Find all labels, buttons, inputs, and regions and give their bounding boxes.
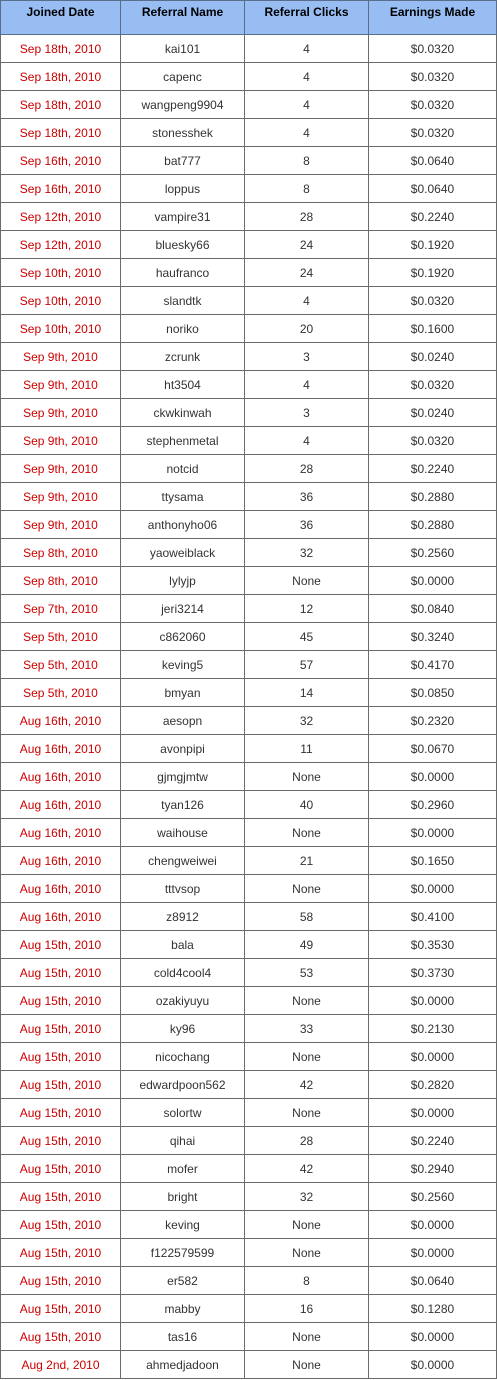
referral-name-cell: chengweiwei <box>121 847 245 875</box>
joined-date-cell: Aug 15th, 2010 <box>1 1099 121 1127</box>
referral-name-cell: ky96 <box>121 1015 245 1043</box>
joined-date-cell: Aug 15th, 2010 <box>1 1323 121 1351</box>
joined-date-cell: Sep 18th, 2010 <box>1 63 121 91</box>
table-row <box>1 399 497 427</box>
joined-date-cell: Aug 15th, 2010 <box>1 1239 121 1267</box>
earnings-cell: $0.3240 <box>369 623 497 651</box>
joined-date-cell: Sep 10th, 2010 <box>1 259 121 287</box>
joined-date-cell: Aug 15th, 2010 <box>1 1071 121 1099</box>
referral-clicks-cell: None <box>245 1239 369 1267</box>
table-row <box>1 483 497 511</box>
referral-name-cell: loppus <box>121 175 245 203</box>
earnings-cell: $0.2560 <box>369 539 497 567</box>
table-row <box>1 791 497 819</box>
joined-date-cell: Sep 12th, 2010 <box>1 203 121 231</box>
joined-date-cell: Aug 16th, 2010 <box>1 847 121 875</box>
joined-date-cell: Sep 12th, 2010 <box>1 231 121 259</box>
table-row <box>1 511 497 539</box>
referral-clicks-cell: 4 <box>245 63 369 91</box>
earnings-cell: $0.2320 <box>369 707 497 735</box>
joined-date-cell: Sep 9th, 2010 <box>1 455 121 483</box>
referral-clicks-cell: 57 <box>245 651 369 679</box>
referral-clicks-cell: 36 <box>245 511 369 539</box>
referral-clicks-cell: 12 <box>245 595 369 623</box>
joined-date-cell: Aug 15th, 2010 <box>1 1127 121 1155</box>
table-row <box>1 1015 497 1043</box>
referral-clicks-cell: 28 <box>245 455 369 483</box>
earnings-cell: $0.0000 <box>369 1043 497 1071</box>
referral-clicks-cell: 21 <box>245 847 369 875</box>
earnings-cell: $0.0850 <box>369 679 497 707</box>
referral-name-cell: ckwkinwah <box>121 399 245 427</box>
joined-date-cell: Aug 15th, 2010 <box>1 1155 121 1183</box>
earnings-cell: $0.2240 <box>369 1127 497 1155</box>
referral-name-cell: edwardpoon562 <box>121 1071 245 1099</box>
earnings-cell: $0.0240 <box>369 343 497 371</box>
earnings-cell: $0.4100 <box>369 903 497 931</box>
earnings-cell: $0.0320 <box>369 119 497 147</box>
referral-clicks-cell: 4 <box>245 35 369 63</box>
referral-clicks-cell: 4 <box>245 91 369 119</box>
joined-date-cell: Aug 16th, 2010 <box>1 735 121 763</box>
referral-name-cell: vampire31 <box>121 203 245 231</box>
earnings-cell: $0.0840 <box>369 595 497 623</box>
earnings-cell: $0.1280 <box>369 1295 497 1323</box>
referral-clicks-cell: 11 <box>245 735 369 763</box>
earnings-cell: $0.0000 <box>369 763 497 791</box>
referral-name-cell: bat777 <box>121 147 245 175</box>
referral-name-cell: capenc <box>121 63 245 91</box>
joined-date-cell: Sep 18th, 2010 <box>1 119 121 147</box>
joined-date-cell: Aug 16th, 2010 <box>1 791 121 819</box>
earnings-cell: $0.0640 <box>369 147 497 175</box>
table-row <box>1 1127 497 1155</box>
table-row <box>1 679 497 707</box>
earnings-cell: $0.0320 <box>369 63 497 91</box>
referral-clicks-cell: 28 <box>245 203 369 231</box>
referral-clicks-cell: 24 <box>245 259 369 287</box>
table-row <box>1 1099 497 1127</box>
joined-date-cell: Sep 9th, 2010 <box>1 511 121 539</box>
referral-name-cell: ozakiyuyu <box>121 987 245 1015</box>
earnings-cell: $0.0320 <box>369 371 497 399</box>
referral-name-cell: gjmgjmtw <box>121 763 245 791</box>
table-row <box>1 763 497 791</box>
referral-clicks-cell: 33 <box>245 1015 369 1043</box>
referral-clicks-cell: 32 <box>245 1183 369 1211</box>
earnings-cell: $0.1920 <box>369 231 497 259</box>
referral-clicks-cell: 8 <box>245 175 369 203</box>
referral-name-cell: er582 <box>121 1267 245 1295</box>
joined-date-cell: Sep 18th, 2010 <box>1 91 121 119</box>
referral-clicks-cell: 3 <box>245 399 369 427</box>
referral-clicks-cell: None <box>245 1323 369 1351</box>
earnings-cell: $0.1650 <box>369 847 497 875</box>
joined-date-cell: Aug 16th, 2010 <box>1 875 121 903</box>
referral-name-cell: wangpeng9904 <box>121 91 245 119</box>
referral-name-cell: cold4cool4 <box>121 959 245 987</box>
referral-clicks-cell: 36 <box>245 483 369 511</box>
table-row <box>1 1267 497 1295</box>
referral-clicks-cell: 40 <box>245 791 369 819</box>
table-row <box>1 847 497 875</box>
joined-date-cell: Sep 8th, 2010 <box>1 567 121 595</box>
referral-name-cell: slandtk <box>121 287 245 315</box>
earnings-cell: $0.2560 <box>369 1183 497 1211</box>
earnings-cell: $0.0000 <box>369 1239 497 1267</box>
joined-date-cell: Aug 15th, 2010 <box>1 1043 121 1071</box>
header-joined-date: Joined Date <box>1 1 121 35</box>
referral-clicks-cell: 14 <box>245 679 369 707</box>
referral-name-cell: keving <box>121 1211 245 1239</box>
joined-date-cell: Aug 16th, 2010 <box>1 819 121 847</box>
table-row <box>1 427 497 455</box>
table-row <box>1 1071 497 1099</box>
referral-clicks-cell: 32 <box>245 539 369 567</box>
referral-name-cell: solortw <box>121 1099 245 1127</box>
table-row <box>1 987 497 1015</box>
header-row <box>1 1 497 35</box>
earnings-cell: $0.1600 <box>369 315 497 343</box>
joined-date-cell: Sep 8th, 2010 <box>1 539 121 567</box>
referral-clicks-cell: None <box>245 763 369 791</box>
referral-name-cell: noriko <box>121 315 245 343</box>
referral-name-cell: yaoweiblack <box>121 539 245 567</box>
referral-clicks-cell: 42 <box>245 1155 369 1183</box>
table-row <box>1 1155 497 1183</box>
referral-clicks-cell: None <box>245 819 369 847</box>
joined-date-cell: Sep 5th, 2010 <box>1 651 121 679</box>
referral-clicks-cell: 28 <box>245 1127 369 1155</box>
referral-clicks-cell: None <box>245 1043 369 1071</box>
earnings-cell: $0.0240 <box>369 399 497 427</box>
table-row <box>1 63 497 91</box>
header-referral-name: Referral Name <box>121 1 245 35</box>
referral-name-cell: waihouse <box>121 819 245 847</box>
table-row <box>1 315 497 343</box>
referral-name-cell: tttvsop <box>121 875 245 903</box>
referral-name-cell: avonpipi <box>121 735 245 763</box>
table-row <box>1 903 497 931</box>
earnings-cell: $0.0320 <box>369 427 497 455</box>
table-row <box>1 371 497 399</box>
referral-clicks-cell: 58 <box>245 903 369 931</box>
earnings-cell: $0.2940 <box>369 1155 497 1183</box>
table-row <box>1 91 497 119</box>
table-row <box>1 455 497 483</box>
referral-name-cell: tas16 <box>121 1323 245 1351</box>
referral-name-cell: mabby <box>121 1295 245 1323</box>
referral-name-cell: tyan126 <box>121 791 245 819</box>
table-row <box>1 1239 497 1267</box>
table-row <box>1 35 497 63</box>
referral-name-cell: mofer <box>121 1155 245 1183</box>
referral-clicks-cell: 4 <box>245 371 369 399</box>
joined-date-cell: Sep 9th, 2010 <box>1 343 121 371</box>
table-row <box>1 539 497 567</box>
referral-name-cell: aesopn <box>121 707 245 735</box>
referral-name-cell: c862060 <box>121 623 245 651</box>
table-row <box>1 735 497 763</box>
joined-date-cell: Sep 5th, 2010 <box>1 623 121 651</box>
earnings-cell: $0.2880 <box>369 483 497 511</box>
referral-name-cell: stonesshek <box>121 119 245 147</box>
table-row <box>1 875 497 903</box>
referral-clicks-cell: 24 <box>245 231 369 259</box>
table-row <box>1 567 497 595</box>
table-row <box>1 119 497 147</box>
referral-name-cell: bluesky66 <box>121 231 245 259</box>
joined-date-cell: Sep 16th, 2010 <box>1 175 121 203</box>
earnings-cell: $0.0320 <box>369 287 497 315</box>
joined-date-cell: Aug 15th, 2010 <box>1 1015 121 1043</box>
earnings-cell: $0.3530 <box>369 931 497 959</box>
referral-name-cell: nicochang <box>121 1043 245 1071</box>
earnings-cell: $0.2960 <box>369 791 497 819</box>
referral-clicks-cell: 42 <box>245 1071 369 1099</box>
earnings-cell: $0.0320 <box>369 35 497 63</box>
referral-clicks-cell: 16 <box>245 1295 369 1323</box>
referral-name-cell: qihai <box>121 1127 245 1155</box>
joined-date-cell: Aug 15th, 2010 <box>1 959 121 987</box>
joined-date-cell: Sep 9th, 2010 <box>1 483 121 511</box>
joined-date-cell: Aug 15th, 2010 <box>1 1295 121 1323</box>
joined-date-cell: Sep 16th, 2010 <box>1 147 121 175</box>
earnings-cell: $0.0000 <box>369 1323 497 1351</box>
header-referral-clicks: Referral Clicks <box>245 1 369 35</box>
referral-clicks-cell: None <box>245 987 369 1015</box>
referral-name-cell: bmyan <box>121 679 245 707</box>
earnings-cell: $0.0640 <box>369 1267 497 1295</box>
earnings-cell: $0.0320 <box>369 91 497 119</box>
earnings-cell: $0.0000 <box>369 1351 497 1379</box>
earnings-cell: $0.2880 <box>369 511 497 539</box>
referral-clicks-cell: 53 <box>245 959 369 987</box>
referral-clicks-cell: 4 <box>245 287 369 315</box>
table-body <box>1 35 497 1379</box>
referral-clicks-cell: 49 <box>245 931 369 959</box>
table-row <box>1 931 497 959</box>
earnings-cell: $0.1920 <box>369 259 497 287</box>
referral-clicks-cell: 45 <box>245 623 369 651</box>
joined-date-cell: Sep 10th, 2010 <box>1 315 121 343</box>
table-row <box>1 623 497 651</box>
earnings-cell: $0.2240 <box>369 203 497 231</box>
referral-name-cell: bala <box>121 931 245 959</box>
joined-date-cell: Aug 16th, 2010 <box>1 763 121 791</box>
joined-date-cell: Sep 9th, 2010 <box>1 427 121 455</box>
earnings-cell: $0.4170 <box>369 651 497 679</box>
table-row <box>1 1295 497 1323</box>
referral-clicks-cell: 32 <box>245 707 369 735</box>
earnings-cell: $0.2130 <box>369 1015 497 1043</box>
table-row <box>1 595 497 623</box>
referral-name-cell: lylyjp <box>121 567 245 595</box>
referral-clicks-cell: 8 <box>245 147 369 175</box>
table-row <box>1 1323 497 1351</box>
table-row <box>1 231 497 259</box>
earnings-cell: $0.0000 <box>369 567 497 595</box>
joined-date-cell: Aug 15th, 2010 <box>1 931 121 959</box>
referral-name-cell: ttysama <box>121 483 245 511</box>
table-row <box>1 651 497 679</box>
joined-date-cell: Aug 15th, 2010 <box>1 1267 121 1295</box>
table-row <box>1 259 497 287</box>
referral-clicks-cell: None <box>245 1351 369 1379</box>
referral-name-cell: f122579599 <box>121 1239 245 1267</box>
earnings-cell: $0.0000 <box>369 987 497 1015</box>
referral-clicks-cell: 4 <box>245 119 369 147</box>
referral-name-cell: ahmedjadoon <box>121 1351 245 1379</box>
referral-clicks-cell: 4 <box>245 427 369 455</box>
joined-date-cell: Sep 5th, 2010 <box>1 679 121 707</box>
joined-date-cell: Sep 10th, 2010 <box>1 287 121 315</box>
referral-clicks-cell: None <box>245 1211 369 1239</box>
referral-name-cell: haufranco <box>121 259 245 287</box>
table-row <box>1 1043 497 1071</box>
table-row <box>1 287 497 315</box>
earnings-cell: $0.2240 <box>369 455 497 483</box>
joined-date-cell: Sep 7th, 2010 <box>1 595 121 623</box>
table-row <box>1 1211 497 1239</box>
referral-clicks-cell: 20 <box>245 315 369 343</box>
joined-date-cell: Sep 9th, 2010 <box>1 399 121 427</box>
earnings-cell: $0.0000 <box>369 1211 497 1239</box>
earnings-cell: $0.3730 <box>369 959 497 987</box>
table-row <box>1 1183 497 1211</box>
joined-date-cell: Sep 18th, 2010 <box>1 35 121 63</box>
earnings-cell: $0.0670 <box>369 735 497 763</box>
referral-name-cell: anthonyho06 <box>121 511 245 539</box>
referral-name-cell: ht3504 <box>121 371 245 399</box>
joined-date-cell: Aug 15th, 2010 <box>1 1211 121 1239</box>
referral-clicks-cell: None <box>245 1099 369 1127</box>
referral-clicks-cell: 3 <box>245 343 369 371</box>
table-row <box>1 203 497 231</box>
joined-date-cell: Aug 16th, 2010 <box>1 707 121 735</box>
table-row <box>1 175 497 203</box>
earnings-cell: $0.0000 <box>369 819 497 847</box>
earnings-cell: $0.0000 <box>369 1099 497 1127</box>
joined-date-cell: Sep 9th, 2010 <box>1 371 121 399</box>
table-row <box>1 819 497 847</box>
referral-clicks-cell: 8 <box>245 1267 369 1295</box>
joined-date-cell: Aug 2nd, 2010 <box>1 1351 121 1379</box>
earnings-cell: $0.0000 <box>369 875 497 903</box>
joined-date-cell: Aug 15th, 2010 <box>1 987 121 1015</box>
table-header <box>1 1 497 35</box>
referral-name-cell: stephenmetal <box>121 427 245 455</box>
header-earnings-made: Earnings Made <box>369 1 497 35</box>
table-row <box>1 959 497 987</box>
referral-name-cell: kai101 <box>121 35 245 63</box>
earnings-cell: $0.0640 <box>369 175 497 203</box>
referral-name-cell: notcid <box>121 455 245 483</box>
table-row <box>1 147 497 175</box>
referral-name-cell: z8912 <box>121 903 245 931</box>
referral-clicks-cell: None <box>245 567 369 595</box>
referral-name-cell: zcrunk <box>121 343 245 371</box>
referral-name-cell: jeri3214 <box>121 595 245 623</box>
referral-clicks-cell: None <box>245 875 369 903</box>
joined-date-cell: Aug 16th, 2010 <box>1 903 121 931</box>
table-row <box>1 707 497 735</box>
referral-name-cell: keving5 <box>121 651 245 679</box>
joined-date-cell: Aug 15th, 2010 <box>1 1183 121 1211</box>
table-row <box>1 343 497 371</box>
earnings-cell: $0.2820 <box>369 1071 497 1099</box>
referral-name-cell: bright <box>121 1183 245 1211</box>
table-row <box>1 1351 497 1379</box>
